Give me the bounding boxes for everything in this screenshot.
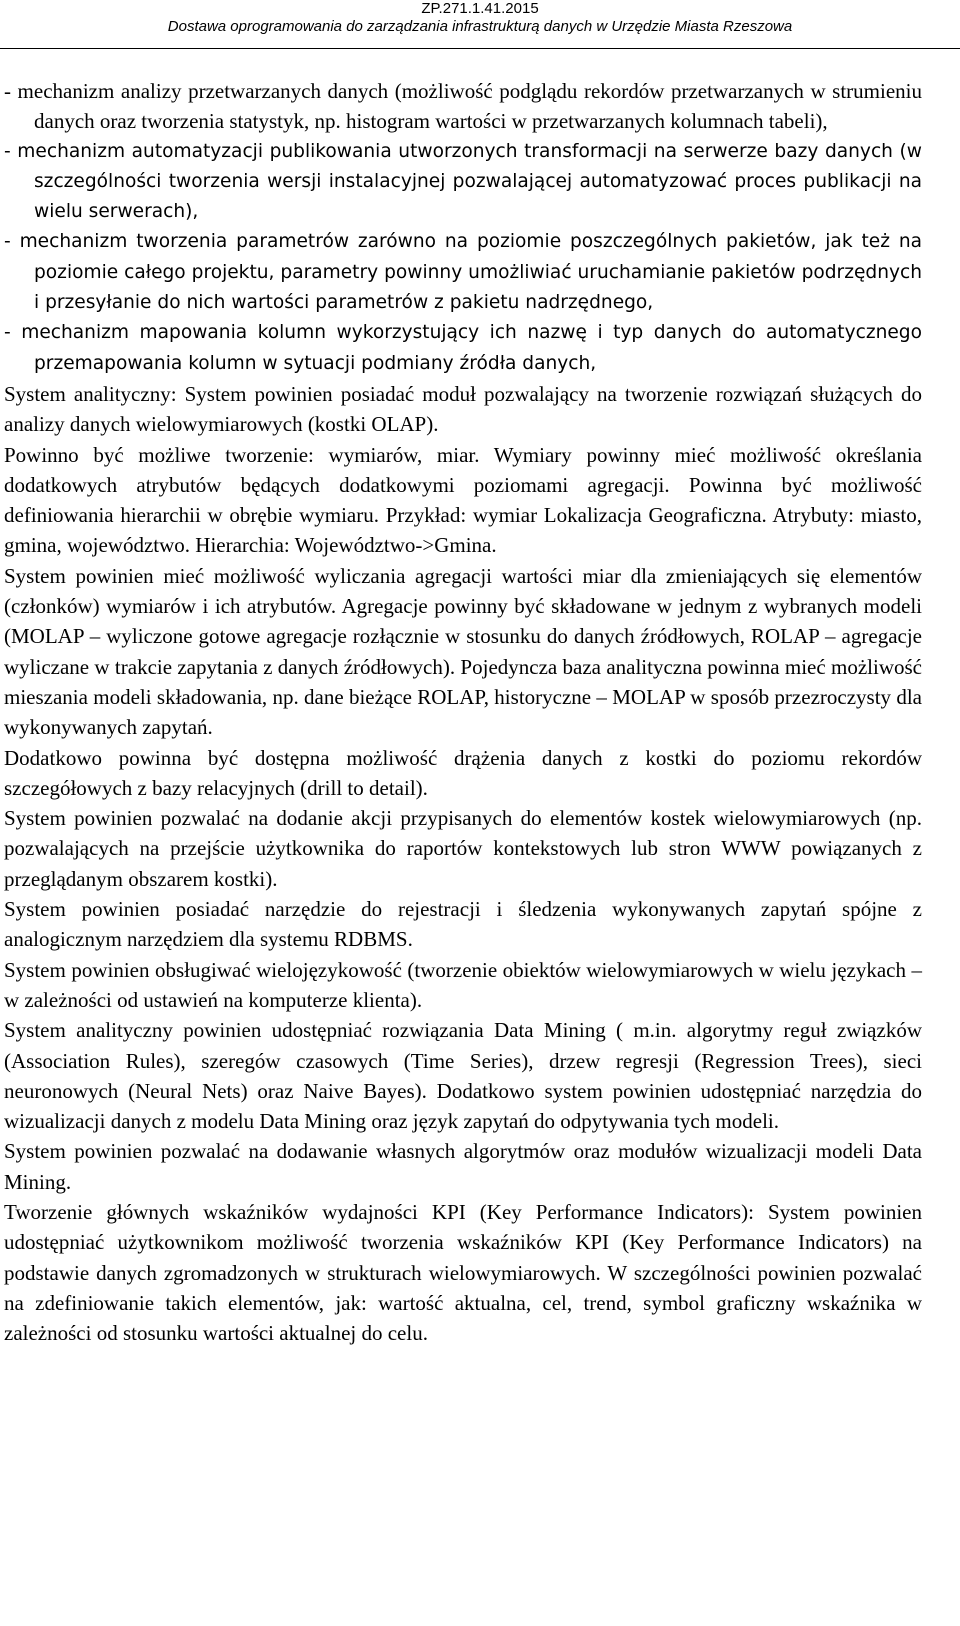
document-reference-number: ZP.271.1.41.2015 bbox=[421, 0, 539, 17]
paragraph-kpi: Tworzenie głównych wskaźników wydajności KPI (Key Performance Indicators): System powinien udostępniać użytkownikom możliwość tworzenia wskaźników KPI (Key Performance Indicators) na podstawie danych zgromadzonych w strukturach wielowymiarowych. W szczególności powinien pozwalać na zdefiniowanie takich elementów, jak: wartość aktualna, cel, trend, symbol graficzny wskaźnika w zależności od stosunku wartości aktualnej do celu. bbox=[4, 1199, 922, 1346]
paragraph-custom-algorithms: System powinien pozwalać na dodawanie własnych algorytmów oraz modułów wizualizacji modeli Data Mining. bbox=[4, 1139, 922, 1194]
document-body bbox=[4, 76, 922, 1348]
list-item-publication-automation: - mechanizm automatyzacji publikowania utworzonych transformacji na serwerze bazy danych (w szczególności tworzenia wersji instalacyjnej pozwalającej automatyzować proces publikacji na wielu serwerach), bbox=[4, 140, 922, 223]
list-item-column-mapping: - mechanizm mapowania kolumn wykorzystujący ich nazwę i typ danych do automatycznego przemapowania kolumn w sytuacji podmiany źródła danych, bbox=[4, 322, 922, 374]
page-header bbox=[0, 0, 960, 36]
paragraph-dimensions-measures: Powinno być możliwe tworzenie: wymiarów, miar. Wymiary powinny mieć możliwość określania dodatkowych atrybutów będących dodatkowymi poziomami agregacji. Powinna być możliwość definiowania hierarchii w obrębie wymiaru. Przykład: wymiar Lokalizacja Geograficzna. Atrybuty: miasto, gmina, województwo. Hierarchia: Województwo->Gmina. bbox=[4, 442, 922, 558]
paragraph-drill-to-detail: Dodatkowo powinna być dostępna możliwość drążenia danych z kostki do poziomu rekordów szczegółowych z bazy relacyjnych (drill to detail). bbox=[4, 745, 922, 800]
paragraph-cube-actions: System powinien pozwalać na dodanie akcji przypisanych do elementów kostek wielowymiarowych (np. pozwalających na przejście użytkownika do raportów kontekstowych lub stron WWW powiązanych z przeglądanym obszarem kostki). bbox=[4, 806, 922, 891]
paragraph-data-mining: System analityczny powinien udostępniać rozwiązania Data Mining ( m.in. algorytmy reguł związków (Association Rules), szeregów czasowych (Time Series), drzew regresji (Regression Trees), sieci neuronowych (Neural Nets) oraz Naive Bayes). Dodatkowo system powinien udostępniać narzędzia do wizualizacji danych z modelu Data Mining oraz język zapytań do odpytywania tych modeli. bbox=[4, 1018, 922, 1134]
document-subject: Dostawa oprogramowania do zarządzania infrastrukturą danych w Urzędzie Miasta Rzeszowa bbox=[167, 18, 793, 35]
header-divider bbox=[0, 48, 960, 49]
list-item-data-analysis: - mechanizm analizy przetwarzanych danych (możliwość podglądu rekordów przetwarzanych w strumieniu danych oraz tworzenia statystyk, np. histogram wartości w przetwarzanych kolumnach tabeli), bbox=[4, 79, 922, 134]
list-item-parameters: - mechanizm tworzenia parametrów zarówno na poziomie poszczególnych pakietów, jak też na poziomie całego projektu, parametry powinny umożliwiać uruchamianie pakietów podrzędnych i przesyłanie do nich wartości parametrów z pakietu nadrzędnego, bbox=[4, 231, 922, 314]
paragraph-analytical-system: System analityczny: System powinien posiadać moduł pozwalający na tworzenie rozwiązań służących do analizy danych wielowymiarowych (kostki OLAP). bbox=[4, 381, 922, 437]
paragraph-multilanguage: System powinien obsługiwać wielojęzykowość (tworzenie obiektów wielowymiarowych w wielu językach – w zależności od ustawień na komputerze klienta). bbox=[4, 957, 922, 1012]
paragraph-query-tracing: System powinien posiadać narzędzie do rejestracji i śledzenia wykonywanych zapytań spójne z analogicznym narzędziem dla systemu RDBMS. bbox=[4, 897, 922, 952]
paragraph-aggregations: System powinien mieć możliwość wyliczania agregacji wartości miar dla zmieniających się elementów (członków) wymiarów i ich atrybutów. Agregacje powinny być składowane w jednym z wybranych modeli (MOLAP – wyliczone gotowe agregacje rozłącznie w stosunku do danych źródłowych, ROLAP – agregacje wyliczane w trakcie zapytania z danych źródłowych). Pojedyncza baza analityczna powinna mieć możliwość mieszania modeli składowania, np. dane bieżące ROLAP, historyczne – MOLAP w sposób przezroczysty dla wykonywanych zapytań. bbox=[4, 563, 922, 740]
